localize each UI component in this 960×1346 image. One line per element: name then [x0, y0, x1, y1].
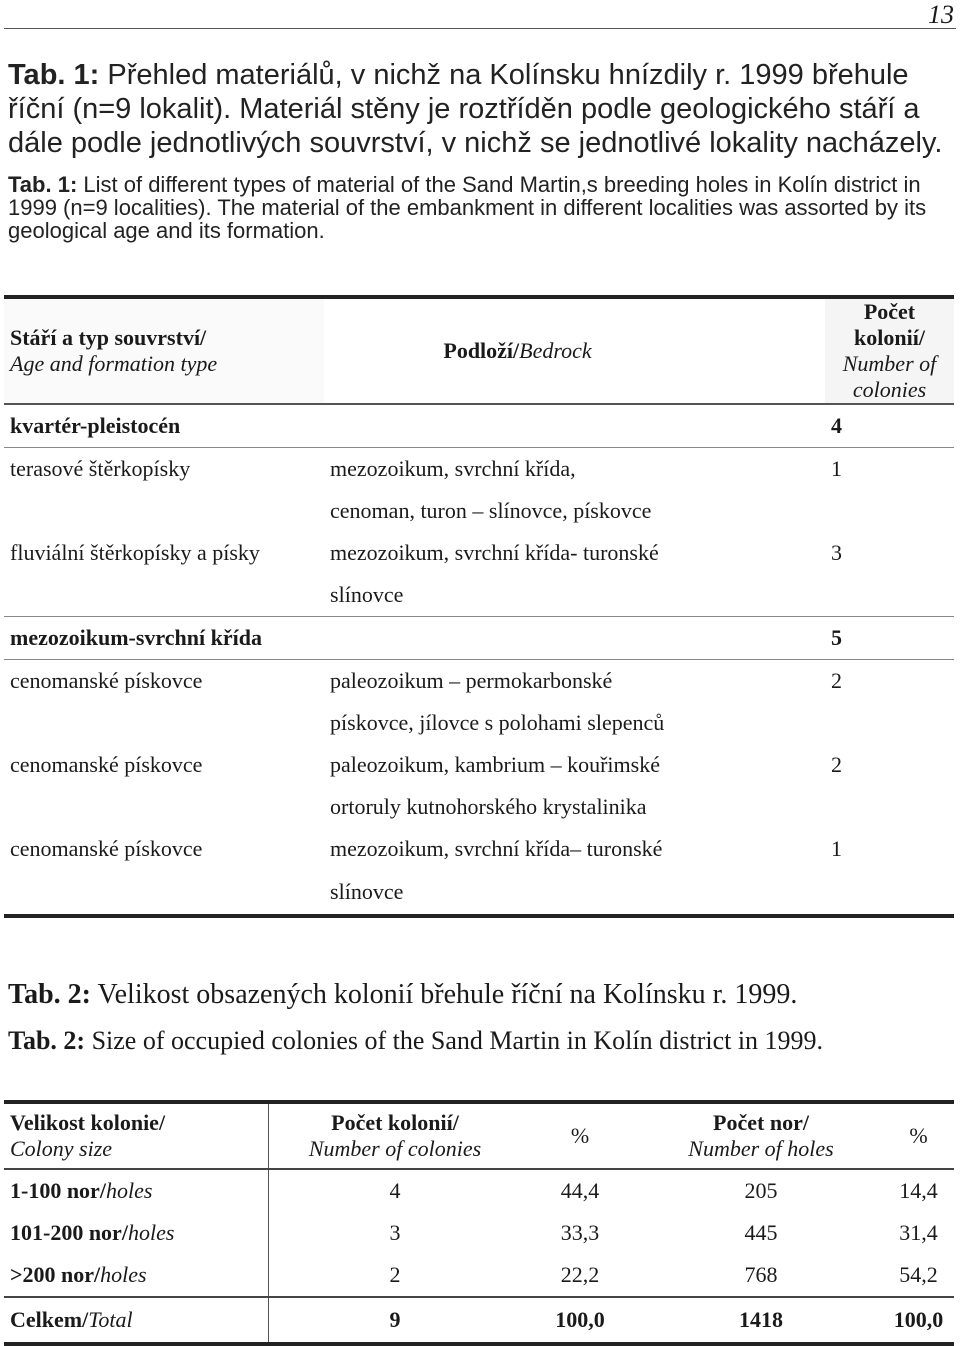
bedrock: mezozoikum, svrchní křída– turonské: [330, 836, 663, 861]
header-text: Podloží/: [443, 338, 520, 363]
table-row: [4, 744, 954, 786]
size-unit: holes: [105, 1178, 153, 1203]
total-label-bold: Celkem/: [10, 1307, 89, 1332]
colonies: 2: [389, 1262, 401, 1287]
holes: 205: [744, 1178, 778, 1203]
table1-header-row: [4, 297, 954, 404]
size-range: >200 nor/: [10, 1262, 101, 1287]
table2-caption-czech: [8, 979, 952, 1011]
bedrock-continued: slínovce: [330, 879, 404, 904]
holes: 445: [744, 1220, 778, 1245]
caption-label: Tab. 2:: [8, 979, 92, 1010]
size-range: 1-100 nor/: [10, 1178, 106, 1203]
bedrock: mezozoikum, svrchní křída,: [330, 456, 576, 481]
table-row: [4, 448, 954, 491]
percent-colonies: 44,4: [560, 1178, 600, 1203]
total-label-italic: Total: [88, 1307, 133, 1332]
bedrock: paleozoikum – permokarbonské: [330, 668, 613, 693]
table1-caption-czech: [8, 58, 952, 160]
total-percent-colonies: 100,0: [555, 1307, 605, 1332]
group-count: 5: [831, 625, 842, 650]
colonies: 4: [389, 1178, 401, 1203]
group-row: [4, 404, 954, 448]
header-text-italic: Number of colonies: [842, 351, 937, 402]
group-row: [4, 617, 954, 660]
table1-caption-english: [8, 173, 952, 242]
formation-type: fluviální štěrkopísky a písky: [10, 540, 260, 565]
table2-header-row: [4, 1102, 954, 1169]
table-row: [4, 660, 954, 703]
header-text-italic: Age and formation type: [10, 351, 218, 376]
bedrock-continued: slínovce: [330, 582, 404, 607]
header-text-italic: Bedrock: [519, 338, 592, 363]
table-row-continuation: [4, 574, 954, 617]
caption-label: Tab. 1:: [8, 172, 78, 197]
table-row: [4, 1212, 954, 1254]
colonies: 3: [389, 1220, 401, 1245]
percent-holes: 14,4: [899, 1178, 938, 1203]
table-row: [4, 828, 954, 870]
colony-count: 3: [831, 540, 842, 565]
group-name: kvartér-pleistocén: [10, 413, 181, 438]
header-text: Stáří a typ souvrství/: [10, 325, 207, 350]
caption-label: Tab. 2:: [8, 1026, 86, 1055]
percent-holes: 31,4: [899, 1220, 938, 1245]
group-name: mezozoikum-svrchní křída: [10, 625, 262, 650]
formation-type: cenomanské pískovce: [10, 836, 203, 861]
colony-count: 1: [831, 836, 842, 861]
colony-count: 2: [831, 752, 842, 777]
table-row-continuation: [4, 786, 954, 828]
colony-count: 1: [831, 456, 842, 481]
header-text: Velikost kolonie/: [10, 1110, 166, 1135]
group-count: 4: [831, 413, 842, 438]
table-row: [4, 1169, 954, 1212]
table-row-continuation: [4, 870, 954, 916]
size-unit: holes: [127, 1220, 175, 1245]
page-number: 13: [928, 0, 954, 29]
header-colony-count: [825, 297, 954, 404]
colony-size: [4, 1212, 269, 1254]
caption-label: Tab. 1:: [8, 59, 100, 91]
header-percent-holes: %: [909, 1123, 928, 1148]
percent-holes: 54,2: [899, 1262, 938, 1287]
header-text-italic: Number of holes: [688, 1136, 834, 1161]
holes: 768: [744, 1262, 778, 1287]
header-rule: [4, 28, 956, 29]
bedrock: mezozoikum, svrchní křída- turonské: [330, 540, 659, 565]
total-row: [4, 1297, 954, 1344]
table-row-continuation: [4, 702, 954, 744]
total-label: [4, 1297, 269, 1344]
size-range: 101-200 nor/: [10, 1220, 128, 1245]
header-number-of-holes: [639, 1102, 883, 1169]
table2-caption-english: [8, 1026, 952, 1056]
colony-count: 2: [831, 668, 842, 693]
header-percent-colonies: %: [570, 1123, 590, 1148]
caption-text: List of different types of material of the Sand Martin,s breeding holes in Kolín district in 1999 (n=9 localities). The material of the embankment in different localities was assorted by its geological age and its formation.: [8, 172, 927, 243]
caption-text: Přehled materiálů, v nichž na Kolínsku hnízdily r. 1999 břehule říční (n=9 lokalit). Materiál stěny je roztříděn podle geologického stáří a dále podle jednotlivých souvrství, v nichž se jednotlivé lokality nacházely.: [8, 59, 943, 159]
table-row-continuation: [4, 490, 954, 532]
caption-text: Velikost obsazených kolonií břehule říční na Kolínsku r. 1999.: [97, 979, 798, 1010]
header-text: Počet kolonií/: [331, 1110, 459, 1135]
header-text: Počet nor/: [713, 1110, 809, 1135]
formation-type: cenomanské pískovce: [10, 668, 203, 693]
percent-colonies: 33,3: [560, 1220, 600, 1245]
caption-text: Size of occupied colonies of the Sand Martin in Kolín district in 1999.: [91, 1026, 824, 1055]
formation-type: terasové štěrkopísky: [10, 456, 191, 481]
colony-size: [4, 1169, 269, 1212]
colony-size: [4, 1254, 269, 1297]
bedrock-continued: pískovce, jílovce s polohami slepenců: [330, 710, 665, 735]
table-row: [4, 532, 954, 574]
header-text: Počet kolonií/: [854, 299, 925, 350]
header-text-italic: Number of colonies: [308, 1136, 482, 1161]
total-colonies: 9: [389, 1307, 401, 1332]
header-colony-size: [4, 1102, 269, 1169]
header-bedrock: [324, 297, 825, 404]
table1-materials: [4, 295, 954, 918]
percent-colonies: 22,2: [560, 1262, 600, 1287]
table-row: [4, 1254, 954, 1297]
formation-type: cenomanské pískovce: [10, 752, 203, 777]
bedrock-continued: ortoruly kutnohorského krystalinika: [330, 794, 647, 819]
header-number-of-colonies: [269, 1102, 522, 1169]
header-age-formation: [4, 297, 324, 404]
size-unit: holes: [100, 1262, 147, 1287]
header-text-italic: Colony size: [10, 1136, 113, 1161]
bedrock-continued: cenoman, turon – slínovce, pískovce: [330, 498, 652, 523]
total-holes: 1418: [739, 1307, 783, 1332]
total-percent-holes: 100,0: [893, 1307, 944, 1332]
bedrock: paleozoikum, kambrium – kouřimské: [330, 752, 660, 777]
table2-colony-size: [4, 1100, 954, 1346]
